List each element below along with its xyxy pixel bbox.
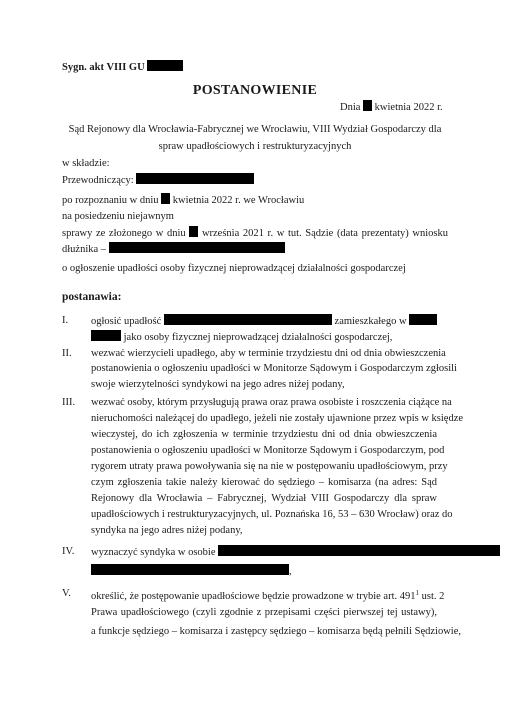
date-suffix: kwietnia 2022 r. xyxy=(374,102,443,113)
debtor-line xyxy=(62,242,285,256)
item-4-text: wyznaczyć syndyka w osobie xyxy=(91,547,216,558)
redaction-block xyxy=(218,545,500,556)
item-4-suffix: , xyxy=(289,566,292,577)
item-5-line-3: a funkcje sędziego – komisarza i zastępcy sędziego – komisarza będą pełnili Sędziowie, xyxy=(91,626,461,637)
court-line-1: Sąd Rejonowy dla Wrocławia-Fabrycznej we Wrocławiu, VIII Wydział Gospodarczy dla xyxy=(68,124,442,135)
redaction-block xyxy=(136,173,254,184)
item-3-line-1: wezwać osoby, którym przysługują prawa oraz prawa osobiste i roszczenia ciążące na xyxy=(91,397,452,408)
item-5-line-1 xyxy=(91,587,445,603)
item-5-suffix: ust. 2 xyxy=(421,591,445,602)
redaction-block xyxy=(109,242,285,253)
redaction-block xyxy=(189,226,198,237)
item-3-line-2: nieruchomości należącej do upadłego, jeżeli nie zostały ujawnione przez wpis w księdze xyxy=(91,413,464,424)
item-3-line-4: postanowienia o ogłoszeniu upadłości w Monitorze Sądowym i Gospodarczym, pod xyxy=(91,445,445,456)
hearing-prefix: po rozpoznaniu w dniu xyxy=(62,195,159,206)
item-3-line-9: syndyka na jego adres niżej podany, xyxy=(91,525,243,536)
item-number: II. xyxy=(62,348,72,359)
redaction-block xyxy=(363,100,372,111)
item-1-line-1 xyxy=(91,314,437,328)
case-signature-label: Sygn. akt VIII GU xyxy=(62,62,145,73)
document-date xyxy=(340,100,443,114)
redaction-block xyxy=(409,314,437,325)
item-2-line-1: wezwać wierzycieli upadłego, aby w terminie trzydziestu dni od dnia obwieszczenia xyxy=(91,348,446,359)
case-prefix: sprawy ze złożonego w dniu xyxy=(62,228,186,239)
hearing-suffix: kwietnia 2022 r. we Wrocławiu xyxy=(172,195,305,206)
item-1-prefix: ogłosić upadłość xyxy=(91,316,162,327)
item-5-prefix: określić, że postępowanie upadłościowe będzie prowadzone w trybie art. 491 xyxy=(91,591,416,602)
item-3-line-3: wieczystej, do ich zgłoszenia w terminie trzydziestu dni od dnia obwieszczenia xyxy=(91,429,437,440)
item-3-line-8: upadłościowych i restrukturyzacyjnych, ul. Poznańska 16, 53 – 630 Wrocław) oraz do xyxy=(91,509,453,520)
chair-label: Przewodniczący: xyxy=(62,175,134,186)
case-signature xyxy=(62,60,183,74)
chair-line xyxy=(62,173,254,187)
redaction-block xyxy=(164,314,332,325)
item-4-line-2 xyxy=(91,564,292,578)
item-1-text: jako osoby fizycznej nieprowadzącej działalności gospodarczej, xyxy=(123,332,393,343)
item-number: IV. xyxy=(62,546,75,557)
decides-heading: postanawia: xyxy=(62,291,122,303)
case-line xyxy=(62,226,448,240)
debtor-label: dłużnika – xyxy=(62,244,107,255)
item-4-line-1 xyxy=(91,545,500,559)
item-number: III. xyxy=(62,397,76,408)
item-number: V. xyxy=(62,588,71,599)
item-5-line-2: Prawa upadłościowego (czyli zgodnie z przepisami części pierwszej tej ustawy), xyxy=(91,607,437,618)
hearing-line xyxy=(62,193,304,207)
redaction-block xyxy=(147,60,183,71)
item-1-suffix: zamieszkałego w xyxy=(334,316,407,327)
item-1-line-2 xyxy=(91,330,392,344)
item-number: I. xyxy=(62,315,69,326)
court-line-2: spraw upadłościowych i restrukturyzacyjnych xyxy=(158,141,352,152)
redaction-block xyxy=(91,564,289,575)
session-line: na posiedzeniu niejawnym xyxy=(62,211,174,222)
subject-line: o ogłoszenie upadłości osoby fizycznej nieprowadzącej działalności gospodarczej xyxy=(62,263,406,274)
composition-label: w składzie: xyxy=(62,158,110,169)
document-title: POSTANOWIENIE xyxy=(192,83,318,98)
item-3-line-7: Rejonowy dla Wrocławia – Fabrycznej, Wydział VIII Gospodarczy dla spraw xyxy=(91,493,437,504)
item-2-line-2: postanowienia o ogłoszeniu upadłości w Monitorze Sądowym i Gospodarczym zgłosili xyxy=(91,363,457,374)
redaction-block xyxy=(91,330,121,341)
date-prefix: Dnia xyxy=(340,102,361,113)
case-suffix: września 2021 r. w tut. Sądzie (data prezentaty) wniosku xyxy=(201,228,449,239)
item-2-line-3: swoje wierzytelności syndykowi na jego adres niżej podany, xyxy=(91,379,345,390)
item-3-line-5: rygorem utraty prawa powoływania się na nie w postępowaniu upadłościowym, przy xyxy=(91,461,448,472)
item-5-superscript: 1 xyxy=(415,589,420,597)
item-3-line-6: czym zgłoszenia takie należy kierować do sędziego – komisarza (na adres: Sąd xyxy=(91,477,437,488)
redaction-block xyxy=(161,193,170,204)
